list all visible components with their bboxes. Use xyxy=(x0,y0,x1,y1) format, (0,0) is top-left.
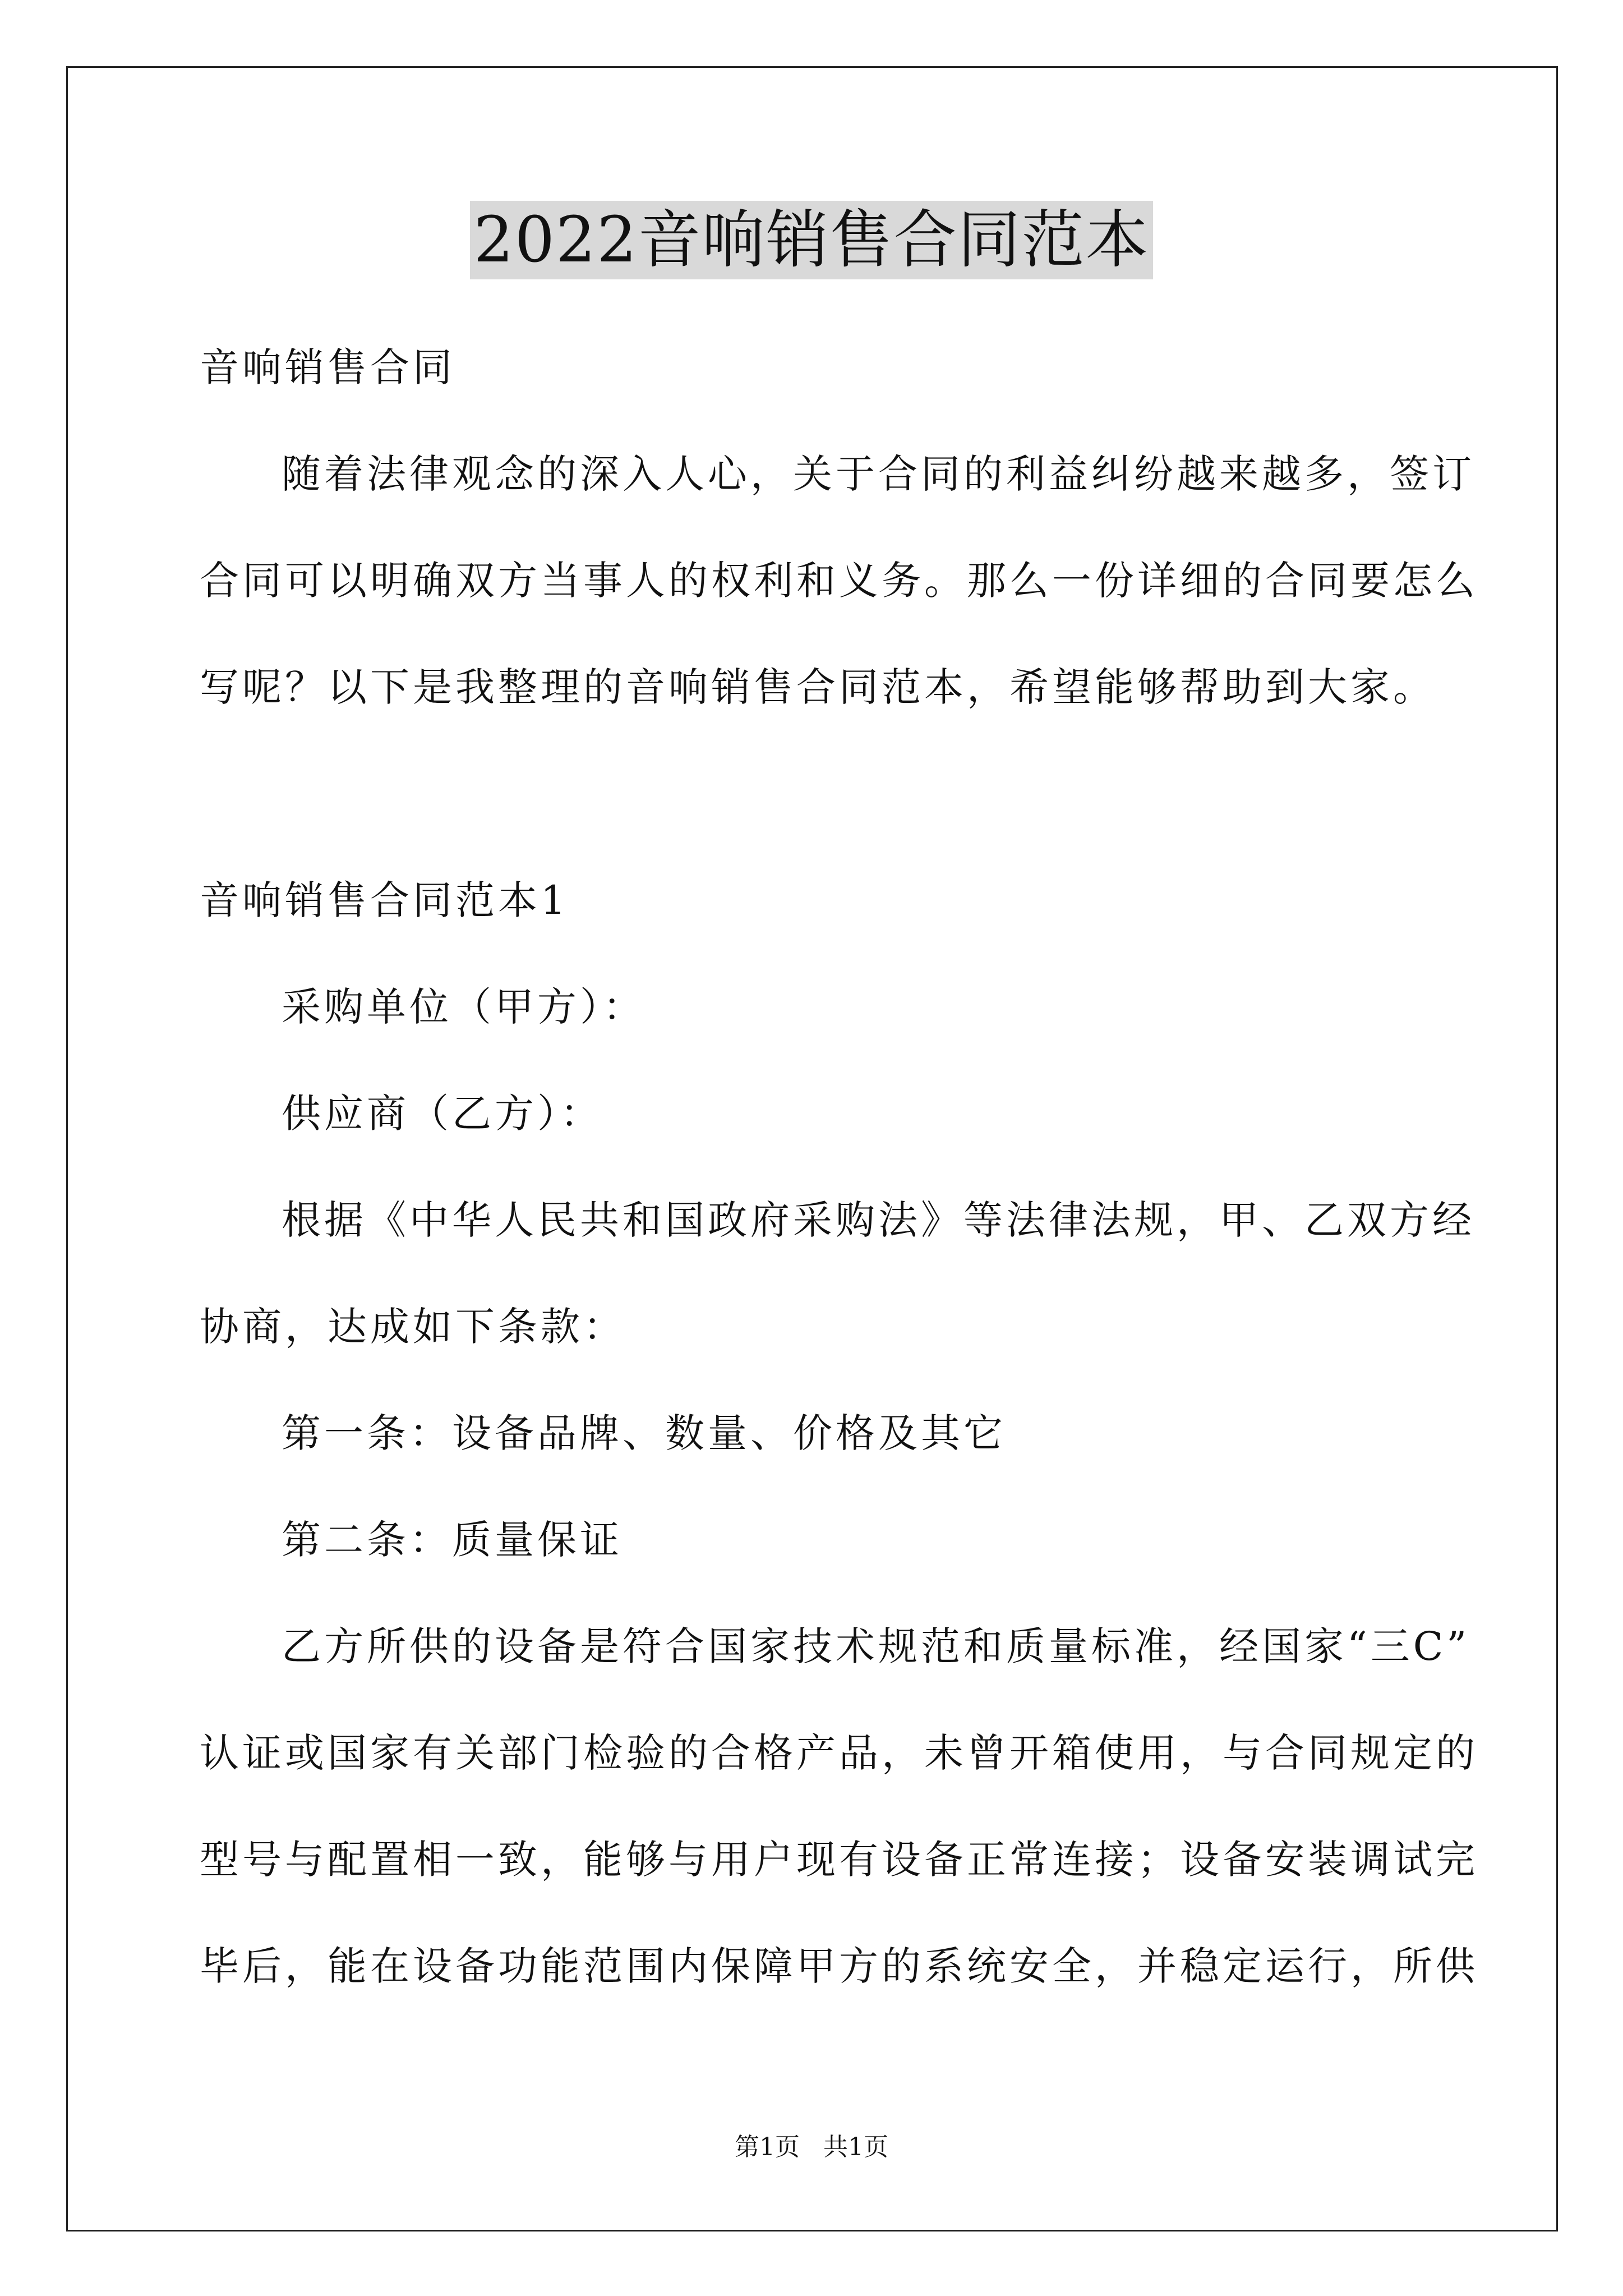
quality-line-1: 乙方所供的设备是符合国家技术规范和质量标准，经国家“三C” xyxy=(282,1623,1470,1669)
intro-line-3: 写呢？以下是我整理的音响销售合同范本，希望能够帮助到大家。 xyxy=(200,664,1436,710)
blank-line xyxy=(200,740,1433,847)
basis-line-2: 协商，达成如下条款： xyxy=(200,1304,626,1350)
quality-line-4: 毕后，能在设备功能范围内保障甲方的系统安全，并稳定运行，所供 xyxy=(200,1943,1478,1989)
basis-line-1: 根据《中华人民共和国政府采购法》等法律法规，甲、乙双方经 xyxy=(282,1197,1475,1243)
page-footer: 第1页 共1页 xyxy=(735,2133,888,2161)
intro-line-1: 随着法律观念的深入人心，关于合同的利益纠纷越来越多，签订 xyxy=(282,451,1475,497)
title-container xyxy=(0,201,1623,279)
section-title: 音响销售合同范本1 xyxy=(200,877,569,923)
article-2-heading: 第二条：质量保证 xyxy=(282,1517,623,1563)
article-1-heading: 第一条：设备品牌、数量、价格及其它 xyxy=(282,1410,1006,1456)
document-title: 2022音响销售合同范本 xyxy=(470,201,1152,279)
document-body xyxy=(200,314,1478,2019)
quality-line-3: 型号与配置相一致，能够与用户现有设备正常连接；设备安装调试完 xyxy=(200,1837,1478,1883)
quality-line-2: 认证或国家有关部门检验的合格产品，未曾开箱使用，与合同规定的 xyxy=(200,1730,1478,1776)
party-a-line: 采购单位（甲方）： xyxy=(282,984,645,1030)
intro-line-2: 合同可以明确双方当事人的权利和义务。那么一份详细的合同要怎么 xyxy=(200,558,1478,604)
subheading: 音响销售合同 xyxy=(200,344,455,390)
party-b-line: 供应商（乙方）： xyxy=(282,1091,603,1137)
